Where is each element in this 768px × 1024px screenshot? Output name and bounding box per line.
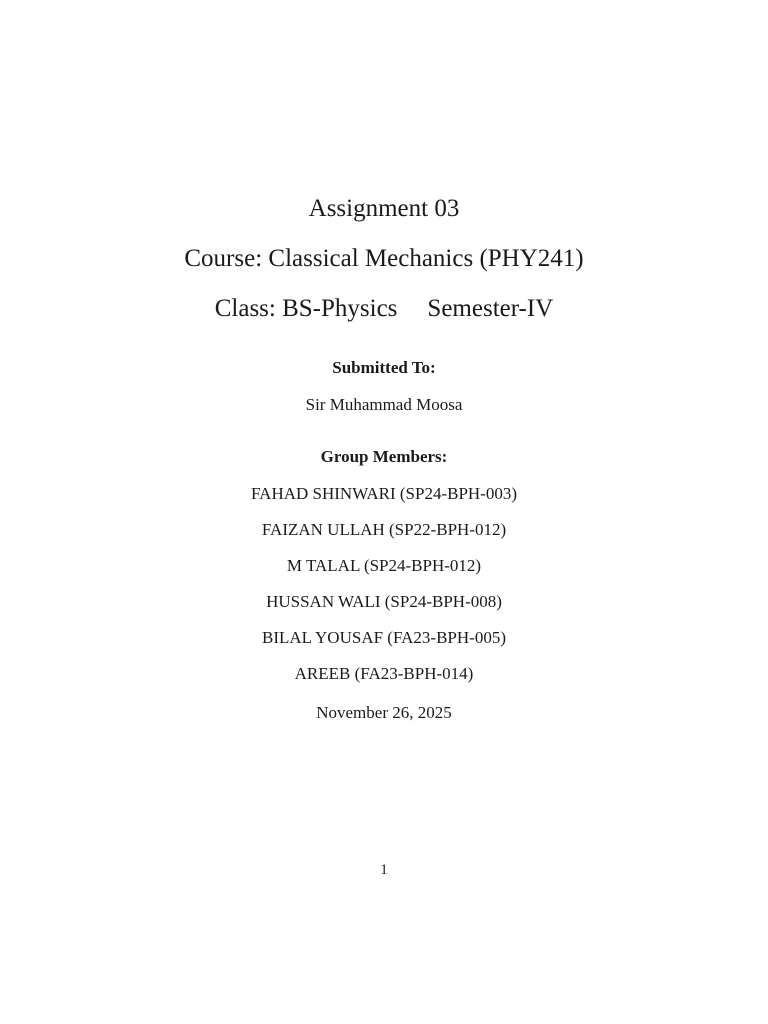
member-item: HUSSAN WALI (SP24-BPH-008) (266, 592, 502, 611)
class-label: Class: BS-Physics (214, 295, 398, 322)
course-title: Course: Classical Mechanics (PHY241) (184, 245, 584, 272)
group-members-heading: Group Members: (320, 447, 448, 466)
member-item: BILAL YOUSAF (FA23-BPH-005) (262, 628, 506, 647)
submitted-to-heading: Submitted To: (332, 358, 436, 377)
assignment-title: Assignment 03 (308, 195, 460, 222)
member-item: M TALAL (SP24-BPH-012) (286, 556, 482, 575)
class-semester-line (0, 296, 768, 321)
semester-label: Semester-IV (427, 295, 554, 322)
member-item: FAIZAN ULLAH (SP22-BPH-012) (261, 520, 507, 539)
member-item: FAHAD SHINWARI (SP24-BPH-003) (250, 484, 518, 503)
document-date: November 26, 2025 (316, 703, 452, 722)
page-number: 1 (380, 862, 388, 878)
submitted-to-name: Sir Muhammad Moosa (305, 395, 463, 414)
member-item: AREEB (FA23-BPH-014) (294, 664, 474, 683)
